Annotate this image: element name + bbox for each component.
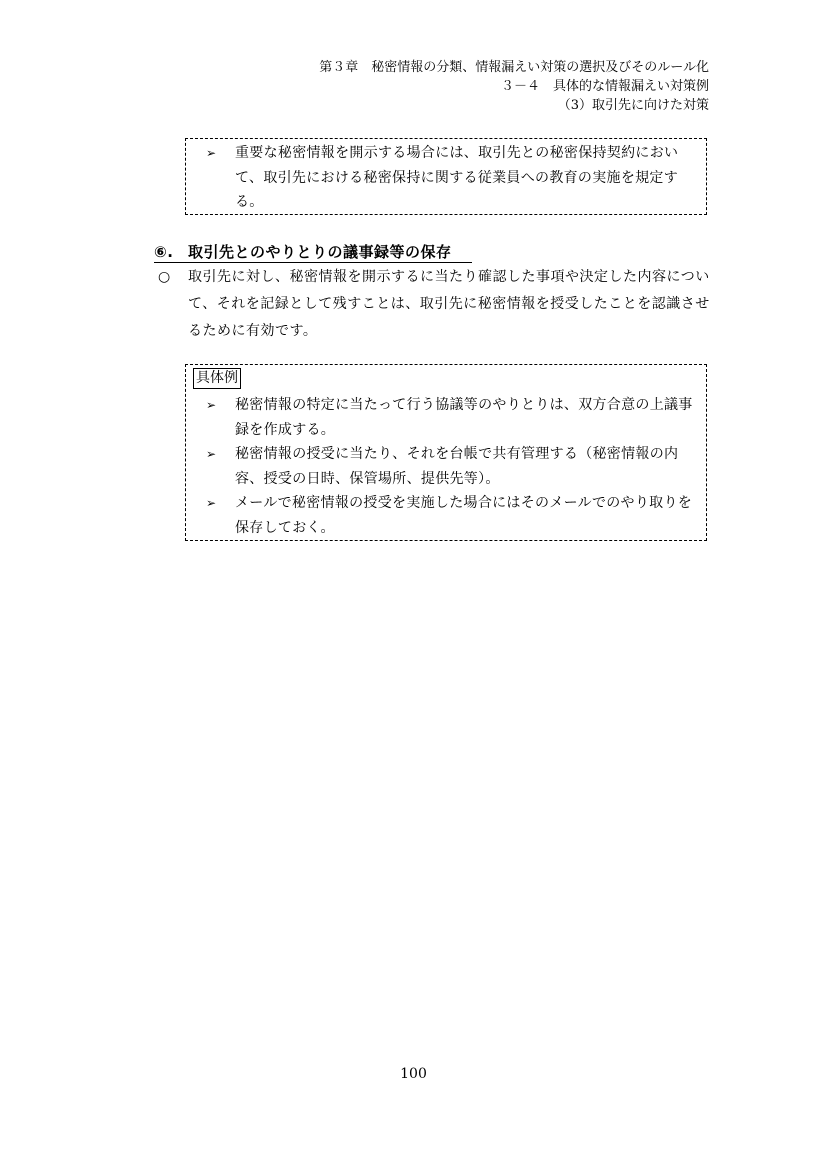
arrow-bullet-icon: ➢ (206, 447, 217, 461)
list-item-text: メールで秘密情報の授受を実施した場合にはそのメールでのやり取りを保存しておく。 (235, 495, 693, 536)
section-title-text: 取引先とのやりとりの議事録等の保存 (188, 243, 452, 261)
list-item (186, 393, 706, 442)
example-box (185, 364, 707, 541)
list-item-text: 秘密情報の特定に当たって行う協議等のやりとりは、双方合意の上議事録を作成する。 (235, 397, 693, 438)
list-item (186, 141, 706, 215)
page-number: 100 (400, 1066, 427, 1082)
header-chapter: 第３章 秘密情報の分類、情報漏えい対策の選択及びそのルール化 (319, 60, 709, 75)
section-heading (154, 242, 472, 263)
requirement-box (185, 138, 707, 215)
section-number: ⑥. (154, 243, 174, 261)
example-label: 具体例 (193, 368, 241, 389)
body-paragraph (154, 264, 710, 345)
example-list (186, 393, 706, 540)
arrow-bullet-icon: ➢ (206, 496, 217, 510)
arrow-bullet-icon: ➢ (206, 398, 217, 412)
circle-marker-icon: ○ (158, 269, 171, 285)
list-item (186, 491, 706, 540)
list-item-text: 重要な秘密情報を開示する場合には、取引先との秘密保持契約において、取引先における秘密保持に関する従業員への教育の実施を規定する。 (235, 145, 679, 210)
paragraph-text: 取引先に対し、秘密情報を開示するに当たり確認した事項や決定した内容について、それを記録として残すことは、取引先に秘密情報を授受したことを認識させるために有効です。 (188, 269, 710, 339)
arrow-bullet-icon: ➢ (206, 146, 217, 160)
header-subsection: （3）取引先に向けた対策 (557, 98, 709, 113)
header-section: ３－４ 具体的な情報漏えい対策例 (500, 79, 709, 94)
list-item-text: 秘密情報の授受に当たり、それを台帳で共有管理する（秘密情報の内容、授受の日時、保管場所、提供先等）。 (235, 446, 679, 487)
page-header (319, 58, 709, 115)
list-item (186, 442, 706, 491)
